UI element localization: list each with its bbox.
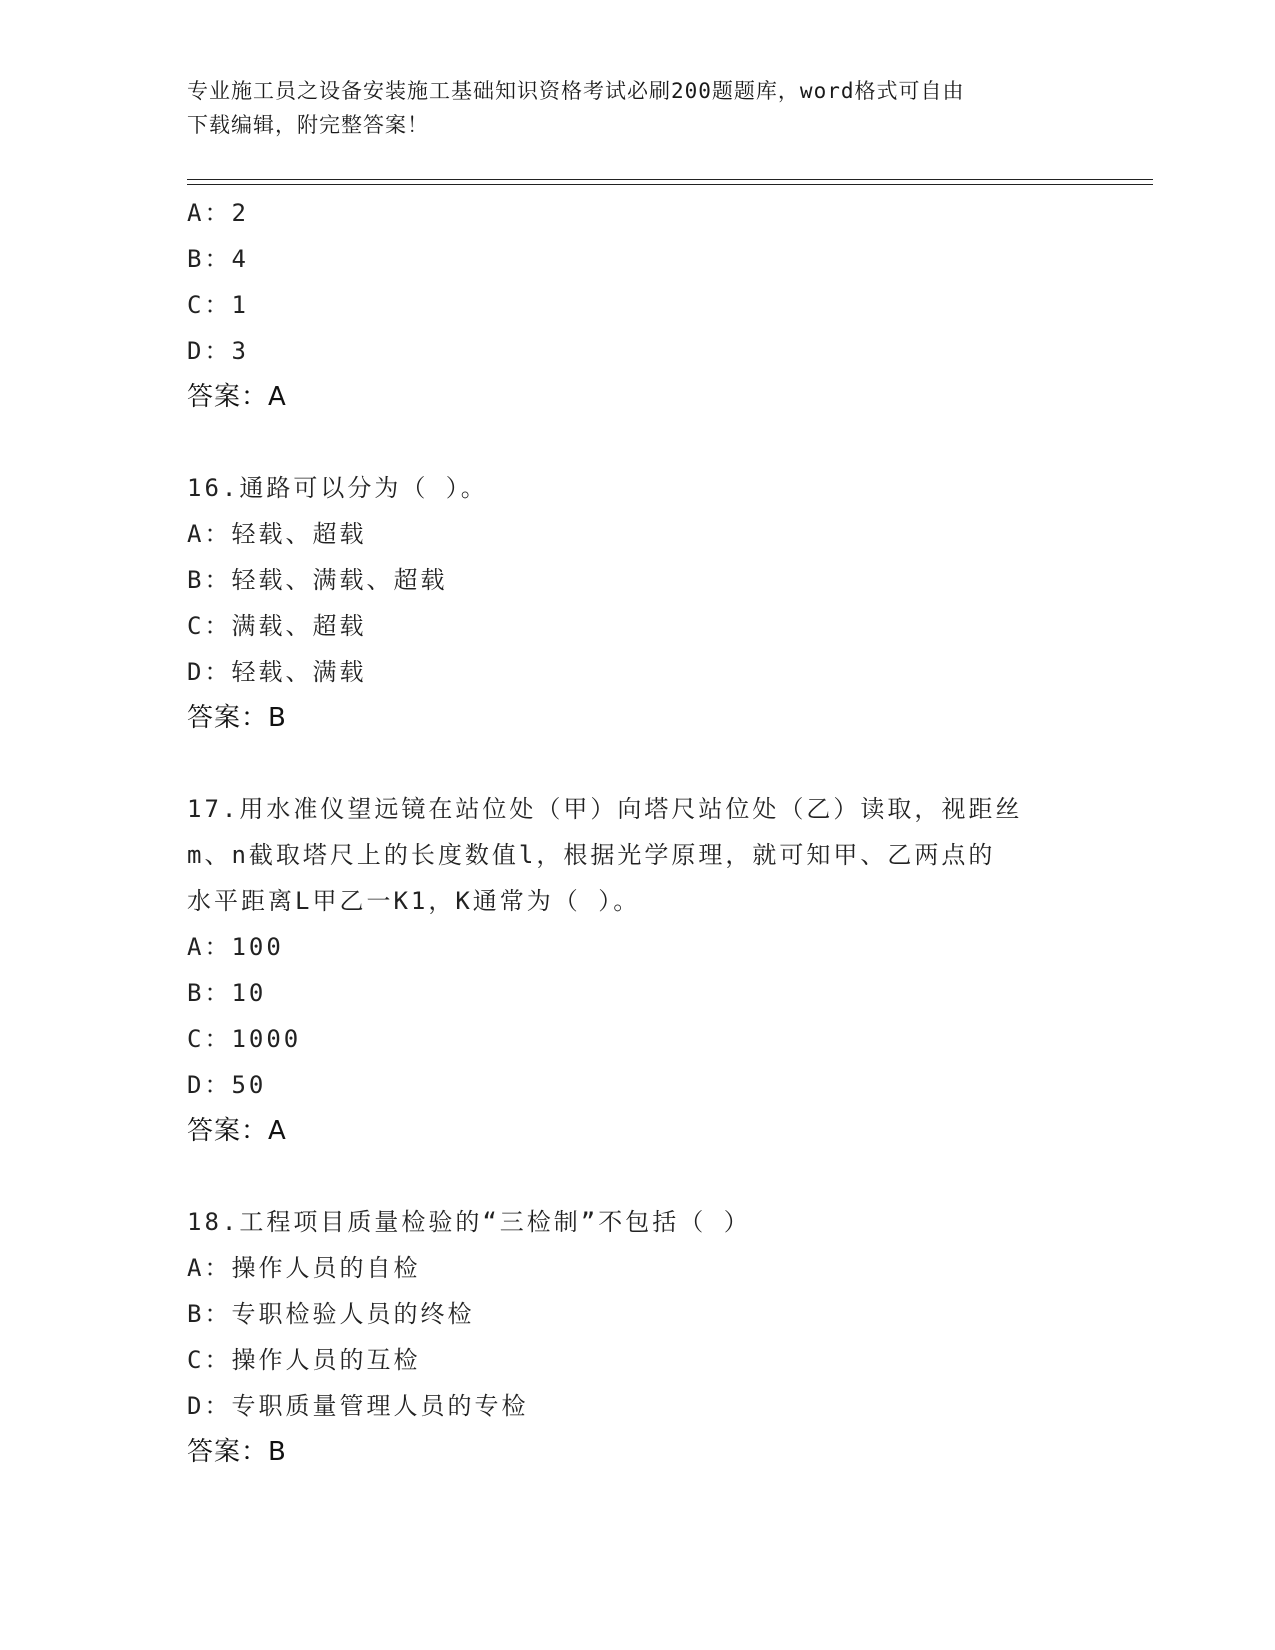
option-c: C：1000 (187, 1025, 302, 1053)
question-16 (187, 465, 1087, 741)
option-a: A：操作人员的自检 (187, 1254, 421, 1282)
header-title-line-1: 专业施工员之设备安装施工基础知识资格考试必刷200题题库，word格式可自由 (187, 79, 965, 103)
question-text: 18.工程项目质量检验的“三检制”不包括（ ） (187, 1208, 751, 1236)
spacer (187, 741, 1087, 786)
question-15-continued (187, 190, 1087, 420)
option-c: C：操作人员的互检 (187, 1346, 421, 1374)
question-text-line-3: 水平距离L甲乙一K1，K通常为（ ）。 (187, 887, 641, 915)
question-17 (187, 786, 1087, 1154)
option-b: B：4 (187, 245, 249, 273)
question-text-line-1: 17.用水准仪望远镜在站位处（甲）向塔尺站位处（乙）读取，视距丝 (187, 795, 1023, 823)
option-d: D：专职质量管理人员的专检 (187, 1392, 529, 1420)
option-a: A：2 (187, 199, 249, 227)
option-b: B：10 (187, 979, 267, 1007)
header-divider-top (187, 179, 1153, 180)
option-d: D：50 (187, 1071, 267, 1099)
option-d: D：轻载、满载 (187, 658, 367, 686)
option-b: B：轻载、满载、超载 (187, 566, 448, 594)
option-a: A：100 (187, 933, 284, 961)
option-a: A：轻载、超载 (187, 520, 367, 548)
option-b: B：专职检验人员的终检 (187, 1300, 475, 1328)
spacer (187, 1154, 1087, 1199)
answer-line: 答案：A (187, 382, 287, 412)
document-header (187, 74, 1087, 142)
answer-line: 答案：A (187, 1116, 287, 1146)
answer-line: 答案：B (187, 1437, 287, 1467)
option-c: C：1 (187, 291, 249, 319)
header-divider-bottom (187, 184, 1153, 185)
question-text: 16.通路可以分为（ ）。 (187, 474, 488, 502)
question-18 (187, 1199, 1087, 1475)
answer-line: 答案：B (187, 703, 287, 733)
header-title-line-2: 下载编辑，附完整答案！ (187, 113, 429, 137)
question-list (187, 190, 1087, 1475)
option-c: C：满载、超载 (187, 612, 367, 640)
question-text-line-2: m、n截取塔尺上的长度数值l，根据光学原理，就可知甲、乙两点的 (187, 841, 996, 869)
spacer (187, 420, 1087, 465)
option-d: D：3 (187, 337, 249, 365)
